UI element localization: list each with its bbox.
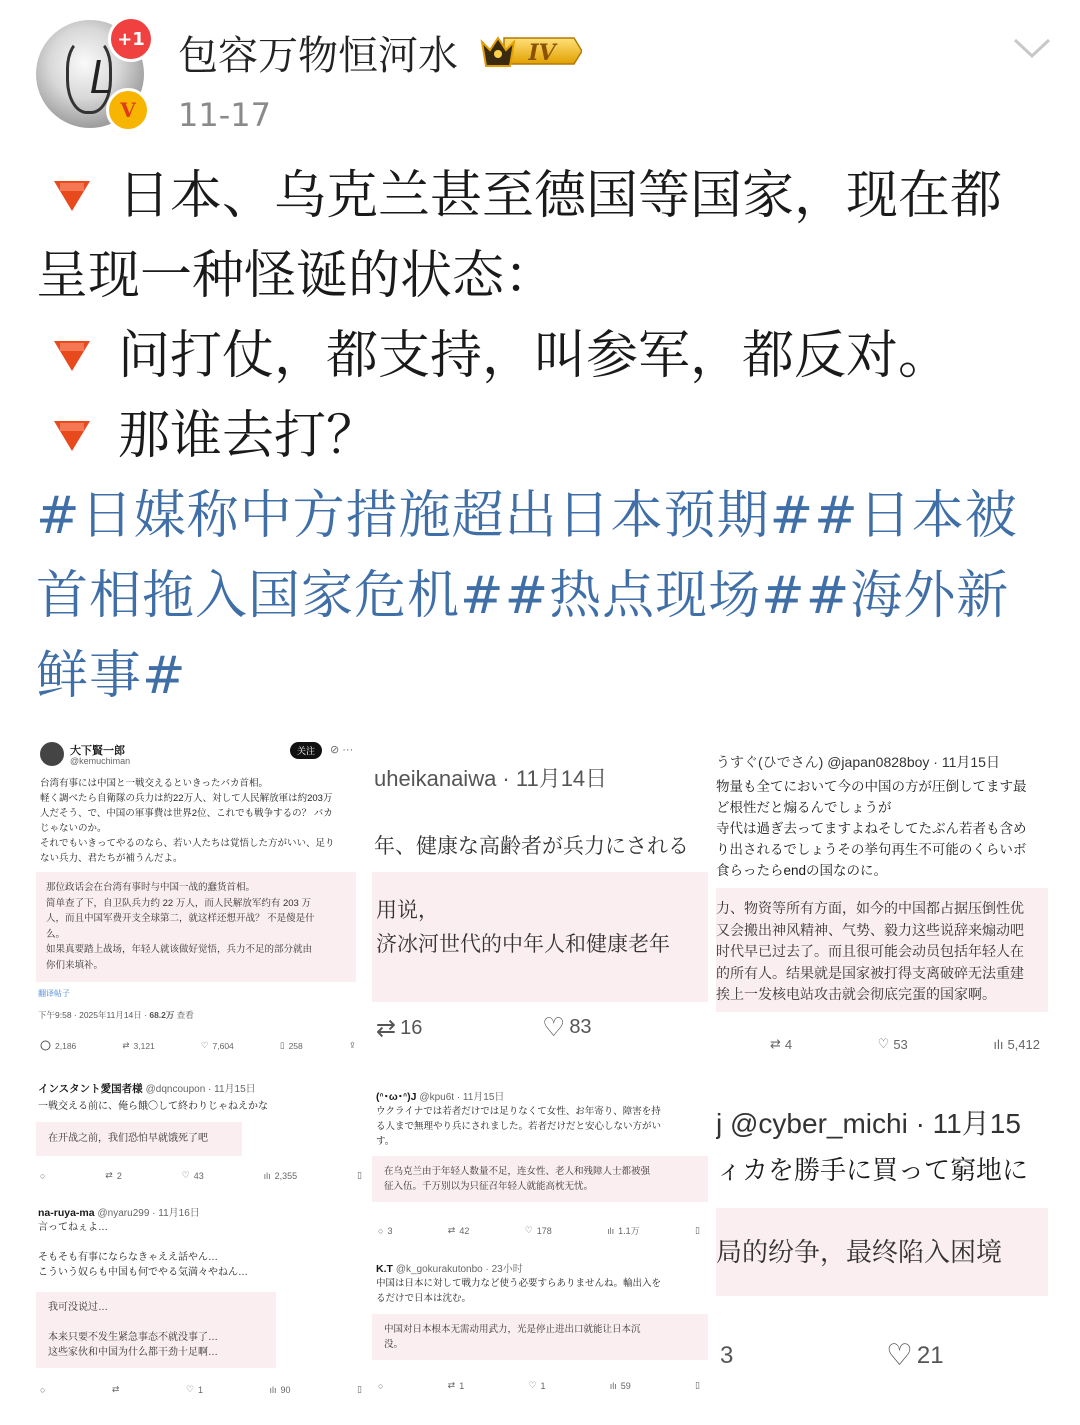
tweet-actions <box>40 1040 356 1051</box>
tweet-author: K.T @k_gokurakutonbo · 23小时 <box>376 1263 523 1275</box>
tweet-text: 中国は日本に対して戦力など使う必要すらありませんね。輸出入を るだけで日本は沈む。 <box>376 1278 662 1304</box>
tweet-header: j @cyber_michi · 11月15 <box>716 1108 1021 1139</box>
like-button[interactable]: ♡ 1 <box>528 1380 546 1391</box>
tweet-header: uheikanaiwa · 11月14日 <box>374 766 608 791</box>
post-line-2: 呈现一种怪诞的状态： <box>36 246 557 306</box>
retweet-button[interactable]: ⇄ <box>111 1384 120 1394</box>
svg-text:IV: IV <box>528 40 556 66</box>
share-icon[interactable]: ⇪ <box>348 1040 356 1050</box>
image-tweet-7[interactable] <box>36 1200 368 1406</box>
chevron-down-icon[interactable] <box>1012 32 1052 62</box>
like-button[interactable]: ♡ 53 <box>877 1036 908 1052</box>
tweet-actions <box>378 1380 700 1391</box>
image-tweet-8[interactable] <box>372 1256 708 1406</box>
image-tweet-4[interactable] <box>36 1072 368 1196</box>
tweet-handle: @kemuchiman <box>70 756 131 766</box>
image-tweet-3[interactable] <box>716 732 1048 1064</box>
post-line-4: 那谁去打？ <box>40 396 378 476</box>
like-button[interactable]: ♡ 178 <box>524 1225 552 1236</box>
red-triangle-icon <box>54 181 90 211</box>
tweet-author: 大下賢一郎 <box>70 745 125 757</box>
post-line-3: 问打仗，都支持，叫参军，都反对。 <box>40 316 950 396</box>
tweet-translation: 力、物资等所有方面，如今的中国都占据压倒性优 又会搬出神风精神、气势、毅力这些说辞来煽动吧 时代早已过去了。而且很可能会动员包括年轻人在 的所有人。结果就是国家被打得支离破碎无法重建 挨上一发核电站攻击就会彻底完蛋的国家啊。 <box>716 888 1048 1012</box>
post-date: 11-17 <box>178 96 271 134</box>
avatar-notification-badge: +1 <box>108 16 154 62</box>
retweet-button[interactable]: ⇄ 3,121 <box>122 1040 155 1051</box>
more-icon[interactable]: ⊘ ··· <box>330 744 354 756</box>
tweet-author: na-ruya-ma @nyaru299 · 11月16日 <box>38 1207 200 1219</box>
tweet-translation: 局的纷争，最终陷入困境 <box>716 1208 1048 1296</box>
hashtag-line-1[interactable]: #日媒称中方措施超出日本预期##日本被 <box>36 486 1018 546</box>
tweet-header: うすぐ(ひでさん) @japan0828boy · 11月15日 <box>716 754 1000 770</box>
bookmark-icon[interactable]: ▯ <box>357 1384 362 1394</box>
reply-button[interactable]: ○ 3 <box>378 1225 393 1236</box>
level-badge <box>478 30 582 72</box>
reply-button[interactable]: 2,186 <box>40 1040 76 1051</box>
retweet-button[interactable]: ⇄ 42 <box>447 1225 470 1236</box>
tweet-translation: 用说， 济冰河世代的中年人和健康老年 <box>372 872 708 1002</box>
tweet-translation: 我可没说过… 本来只要不发生紧急事态不就没事了… 这些家伙和中国为什么都干劲十足啊… <box>36 1292 276 1368</box>
bookmark-icon[interactable]: ▯ <box>695 1380 700 1390</box>
bookmark-icon[interactable]: ▯ <box>357 1170 362 1180</box>
tweet-text: 年、健康な高齢者が兵力にされる <box>374 835 689 858</box>
views-icon: ılı 1.1万 <box>607 1225 640 1236</box>
red-triangle-icon <box>54 421 90 451</box>
tweet-actions <box>378 1224 700 1237</box>
tweet-text: 一戦交える前に、俺ら餓〇して終わりじゃねえかな <box>38 1101 268 1112</box>
reply-button[interactable]: ○ <box>378 1380 384 1391</box>
bookmark-icon[interactable]: ▯ <box>695 1225 700 1235</box>
retweet-button[interactable]: ⇄ 4 <box>770 1036 793 1052</box>
tweet-text: 物量も全てにおいて今の中国の方が圧倒してます最 ど根性だと煽るんでしょうが 寺代は過ぎ去ってますよねそしてたぶん若者も含め り出されるでしょうその挙句再生不可能のくらいボ 食らったらendの国なのに。 <box>716 779 1027 878</box>
bookmark-button[interactable]: ▯ 258 <box>279 1040 303 1051</box>
tweet-text: 台湾有事には中国と一戦交えるといきったバカ首相。 軽く調べたら自衛隊の兵力は約22万人、対して人民解放軍は約203万 人だそう、で、中国の軍事費は世界2位、これでも戦争するの？ バカ じゃないのか。 それでもいきってやるのなら、若い人たちは覚悟した方がいい、足り ない兵力、君たちが補うんだよ。 <box>40 778 335 864</box>
retweet-button[interactable]: ⇄ 1 <box>447 1380 465 1391</box>
views-icon: ılı 5,412 <box>993 1036 1040 1052</box>
tweet-actions <box>40 1170 362 1181</box>
views-icon: ılı 90 <box>269 1384 291 1395</box>
tweet-author: (ᐢ･ω･ᐢ)J @kpu6t · 11月15日 <box>376 1091 505 1103</box>
follow-button[interactable]: 关注 <box>290 742 322 759</box>
views-icon: ılı 59 <box>609 1380 631 1391</box>
like-button[interactable]: ♡ 7,604 <box>200 1040 234 1051</box>
tweet-text: ィカを勝手に買って窮地に <box>716 1155 1029 1185</box>
reply-button[interactable]: ○ <box>40 1384 46 1395</box>
retweet-button[interactable]: ⇄ 2 <box>105 1170 122 1181</box>
tweet-translation: 在乌克兰由于年轻人数量不足，连女性、老人和残障人士都被强 征入伍。千万别以为只征召年轻人就能高枕无忧。 <box>372 1156 708 1202</box>
red-triangle-icon <box>54 341 90 371</box>
tweet-avatar <box>40 742 64 766</box>
username[interactable]: 包容万物恒河水 <box>178 33 458 79</box>
image-tweet-6[interactable] <box>716 1088 1048 1388</box>
tweet-meta: 下午9:58 · 2025年11月14日 · 68.2万 查看 <box>38 1010 194 1020</box>
translate-link[interactable]: 翻译帖子 <box>38 989 70 998</box>
tweet-translation: 那位政话会在台湾有事时与中国一战的蠢货首相。 简单查了下，自卫队兵力约 22 万人，而人民解放军约有 203 万 人，而且中国军费开支全球第二，就这样还想开战？ 不是傻是什 么。 如果真要踏上战场，年轻人就该做好觉悟，兵力不足的部分就由 你们来填补。 <box>36 872 356 982</box>
image-tweet-2[interactable] <box>372 732 708 1064</box>
image-tweet-5[interactable] <box>372 1080 708 1250</box>
hashtag-line-2[interactable]: 首相拖入国家危机##热点现场##海外新 <box>36 566 1010 626</box>
retweet-count: 3 <box>720 1342 734 1369</box>
tweet-text: ウクライナでは若者だけでは足りなくて女性、お年寄り、障害を持 る人まで無理やり兵にされました。若者だけだと安心しない方がい す。 <box>376 1106 662 1147</box>
tweet-actions <box>40 1384 362 1395</box>
verified-badge: V <box>106 88 150 132</box>
reply-button[interactable]: ○ <box>40 1170 46 1181</box>
tweet-translation: 中国对日本根本无需动用武力，光是停止进出口就能让日本沉 没。 <box>372 1314 708 1360</box>
like-button[interactable]: ♡ 83 <box>542 1012 592 1042</box>
views-icon: ılı 2,355 <box>263 1170 298 1181</box>
retweet-button[interactable]: ⇄ 16 <box>376 1015 423 1042</box>
like-button[interactable]: ♡ 1 <box>185 1384 204 1395</box>
image-tweet-1[interactable] <box>36 732 364 1064</box>
like-button[interactable]: ♡ 43 <box>181 1170 204 1181</box>
tweet-text: 言ってねぇよ… そもそも有事にならなきゃええ話やん… こういう奴らも中国も何でやる気満々やねん… <box>38 1222 248 1278</box>
like-button[interactable]: ♡ 21 <box>886 1339 944 1372</box>
tweet-translation: 在开战之前，我们恐怕早就饿死了吧 <box>36 1122 242 1156</box>
tweet-actions <box>770 1036 1040 1052</box>
hashtag-line-3[interactable]: 鲜事# <box>36 646 187 706</box>
tweet-author: インスタント愛国者様 @dqncoupon · 11月15日 <box>38 1083 256 1095</box>
post-line-1: 日本、乌克兰甚至德国等国家，现在都 <box>40 156 1002 236</box>
